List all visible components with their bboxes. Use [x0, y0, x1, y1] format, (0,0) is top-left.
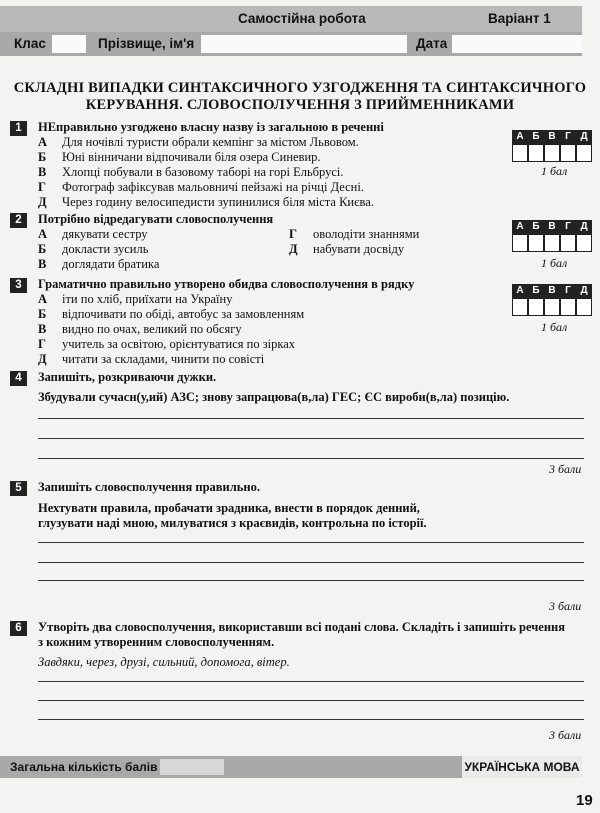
footer-bar — [0, 756, 582, 778]
writing-line[interactable] — [38, 542, 584, 543]
answer-option: А дякувати сестру — [38, 227, 148, 241]
name-field[interactable] — [201, 35, 407, 53]
answer-grid[interactable]: А Б В Г Д — [512, 130, 592, 162]
answer-cell[interactable] — [560, 298, 576, 316]
question-stem: з кожним утворенним словосполученням. — [38, 635, 275, 649]
question-stem: Граматично правильно утворено обидва словосполучення в рядку — [38, 277, 415, 291]
question-stem: Потрібно відредагувати словосполучення — [38, 212, 274, 226]
total-score-field[interactable] — [160, 759, 224, 775]
question-number: 1 — [10, 121, 27, 136]
answer-option: Г оволодіти знаннями — [289, 227, 420, 241]
writing-line[interactable] — [38, 700, 584, 701]
answer-cell[interactable] — [560, 144, 576, 162]
answer-cell[interactable] — [560, 234, 576, 252]
answer-cell[interactable] — [512, 234, 528, 252]
answer-cell[interactable] — [544, 234, 560, 252]
writing-line[interactable] — [38, 418, 584, 419]
topic-line-1: СКЛАДНІ ВИПАДКИ СИНТАКСИЧНОГО УЗГОДЖЕННЯ ТА СИНТАКСИЧНОГО — [13, 80, 587, 96]
answer-cell[interactable] — [528, 144, 544, 162]
question-number: 2 — [10, 213, 27, 228]
score-label: 1 бал — [541, 320, 568, 334]
header-fields-bar — [0, 32, 582, 56]
question-number: 6 — [10, 621, 27, 636]
task-text: Збудували сучасн(у,ий) АЗС; знову запрацюва(в,ла) ГЕС; ЄС вироби(в,ла) позицію. — [38, 390, 510, 404]
writing-line[interactable] — [38, 458, 584, 459]
answer-grid[interactable]: А Б В Г Д — [512, 220, 592, 252]
answer-cell[interactable] — [576, 234, 592, 252]
word-list: Завдяки, через, друзі, сильний, допомога, вітер. — [38, 655, 290, 669]
answer-option: Д Через годину велосипедисти зупинилися біля міста Києва. — [38, 195, 374, 209]
question-stem: НЕправильно узгоджено власну назву із загальною в реченні — [38, 120, 384, 134]
question-stem: Запишіть, розкриваючи дужки. — [38, 370, 217, 384]
header-title-bar — [0, 6, 582, 32]
answer-option: А Для ночівлі туристи обрали кемпінг за містом Львовом. — [38, 135, 359, 149]
answer-cell[interactable] — [544, 144, 560, 162]
answer-cell[interactable] — [528, 234, 544, 252]
worksheet-title: Самостійна робота — [238, 11, 366, 26]
answer-cell[interactable] — [512, 298, 528, 316]
name-label: Прізвище, ім'я — [98, 36, 195, 51]
class-field[interactable] — [52, 35, 86, 53]
answer-cell[interactable] — [528, 298, 544, 316]
task-text: Нехтувати правила, пробачати зрадника, внести в порядок денний, — [38, 501, 420, 515]
topic-heading — [0, 80, 600, 114]
answer-grid[interactable]: А Б В Г Д — [512, 284, 592, 316]
variant-label: Варіант 1 — [488, 11, 551, 26]
answer-option: В видно по очах, великий по обсягу — [38, 322, 242, 336]
question-stem: Утворіть два словосполучення, використавши всі подані слова. Складіть і запишіть речення — [38, 620, 566, 634]
score-label: 3 бали — [549, 599, 582, 613]
question-number: 5 — [10, 481, 27, 496]
answer-option: В доглядати братика — [38, 257, 160, 271]
question-stem: Запишіть словосполучення правильно. — [38, 480, 260, 494]
answer-option: Д набувати досвіду — [289, 242, 405, 256]
answer-cell[interactable] — [512, 144, 528, 162]
question-number: 3 — [10, 278, 27, 293]
answer-option: Г Фотограф зафіксував мальовничі пейзажі на річці Десні. — [38, 180, 364, 194]
answer-cell[interactable] — [576, 144, 592, 162]
writing-line[interactable] — [38, 562, 584, 563]
answer-cell[interactable] — [576, 298, 592, 316]
answer-option: Б докласти зусиль — [38, 242, 149, 256]
writing-line[interactable] — [38, 580, 584, 581]
answer-option: Б Юні вінничани відпочивали біля озера Синевир. — [38, 150, 321, 164]
class-label: Клас — [14, 36, 46, 51]
question-number: 4 — [10, 371, 27, 386]
writing-line[interactable] — [38, 719, 584, 720]
page-number: 19 — [576, 792, 593, 809]
answer-option: В Хлопці побували в базовому таборі на горі Ельбрусі. — [38, 165, 344, 179]
date-label: Дата — [416, 36, 448, 51]
answer-option: Д читати за складами, чинити по совісті — [38, 352, 265, 366]
answer-option: Б відпочивати по обіді, автобус за замовленням — [38, 307, 305, 321]
score-label: 1 бал — [541, 164, 568, 178]
total-score-label: Загальна кількість балів — [10, 760, 158, 774]
answer-option: А іти по хліб, приїхати на Україну — [38, 292, 233, 306]
subject-label: УКРАЇНСЬКА МОВА — [462, 756, 582, 778]
score-label: 3 бали — [549, 728, 582, 742]
answer-option: Г учитель за освітою, орієнтуватися по зірках — [38, 337, 296, 351]
writing-line[interactable] — [38, 438, 584, 439]
date-field[interactable] — [452, 35, 582, 53]
score-label: 3 бали — [549, 462, 582, 476]
score-label: 1 бал — [541, 256, 568, 270]
topic-line-2: КЕРУВАННЯ. СЛОВОСПОЛУЧЕННЯ З ПРИЙМЕННИКАМИ — [85, 97, 515, 113]
writing-line[interactable] — [38, 681, 584, 682]
answer-cell[interactable] — [544, 298, 560, 316]
task-text: глузувати наді мною, милуватися з краєвидів, контрольна по історії. — [38, 516, 427, 530]
